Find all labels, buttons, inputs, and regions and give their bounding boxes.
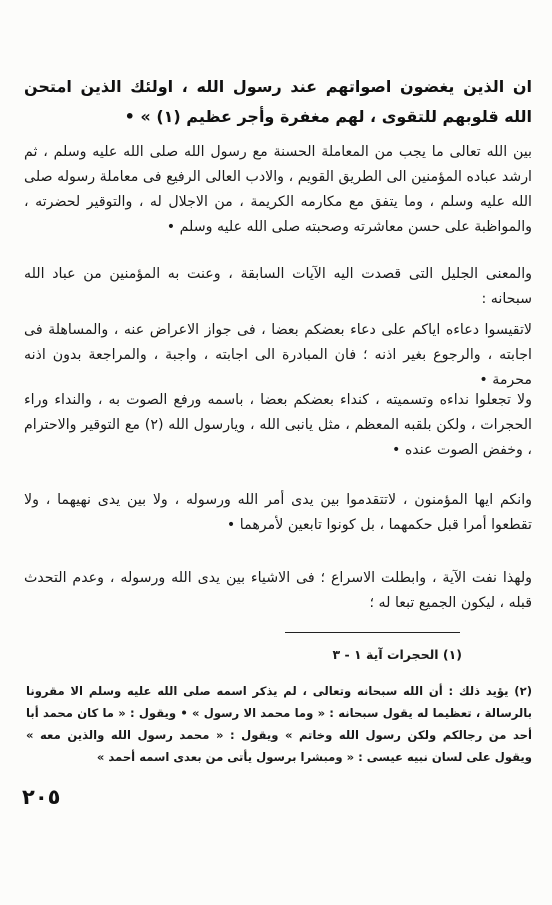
paragraph-5: وانكم ايها المؤمنون ، لاتتقدموا بين يدى أمر الله ورسوله ، ولا بين يدى نهيهما ، ولا تقطعوا أمرا قبل حكمهما ، بل كونوا تابعين لأمرهما • [24,492,532,533]
page-number: ٢٠٥ [22,785,61,809]
paragraph-2: والمعنى الجليل التى قصدت اليه الآيات السابقة ، وعنت به المؤمنين من عباد الله سبحانه : [24,266,532,307]
footnote-divider [285,632,460,633]
paragraph-4: ولا تجعلوا نداءه وتسميته ، كنداء بعضكم بعضا ، باسمه ورفع الصوت به ، والنداء وراء الحجرات ، ولكن بلقبه المعظم ، مثل يانبى الله ، ويارسول الله (٢) مع التوقير والاحترام ، وخفض الصوت عنده • [24,392,532,458]
paragraph-1: بين الله تعالى ما يجب من المعاملة الحسنة مع رسول الله صلى الله عليه وسلم ، ثم ارشد عباده المؤمنين الى الطريق القويم ، والادب العالى الرفيع فى معاملة رسوله صلى الله عليه وسلم ، وما يتفق مع مكارمه الكريمة ، من الاجلال له ، والتوقير لحضرته ، والمواظبة على حسن معاشرته وصحبته صلى الله عليه وسلم • [24,144,532,235]
paragraph-3: لاتقيسوا دعاءه اياكم على دعاء بعضكم بعضا ، فى جواز الاعراض عنه ، والمساهلة فى اجابته ، والرجوع بغير اذنه ؛ فان المبادرة الى اجابته ، واجبة ، والمراجعة بدون اذنه محرمة • [24,322,532,388]
paragraph-6: ولهذا نفت الآية ، وابطلت الاسراع ؛ فى الاشياء بين يدى الله ورسوله ، وعدم التحدث قبله ، ليكون الجميع تبعا له ؛ [24,570,532,611]
footnote-reference: (١) الحجرات آية ١ - ٣ [332,647,462,662]
verse-heading: ان الذين يغضون اصواتهم عند رسول الله ، اولئك الذين امتحن الله قلوبهم للتقوى ، لهم مغفرة وأجر عظيم (١) » • [24,77,532,126]
footnote-text: (٢) يؤيد ذلك : أن الله سبحانه وتعالى ، لم يذكر اسمه صلى الله عليه وسلم الا مقرونا بالرسالة ، تعظيما له يقول سبحانه : « وما محمد الا رسول » • ويقول : « ما كان محمد أبا أحد من رجالكم ولكن رسول الله وخاتم » ويقول : « محمد رسول الله والذين معه » ويقول على لسان نبيه عيسى : « ومبشرا برسول يأتى من بعدى اسمه أحمد » [26,684,532,764]
